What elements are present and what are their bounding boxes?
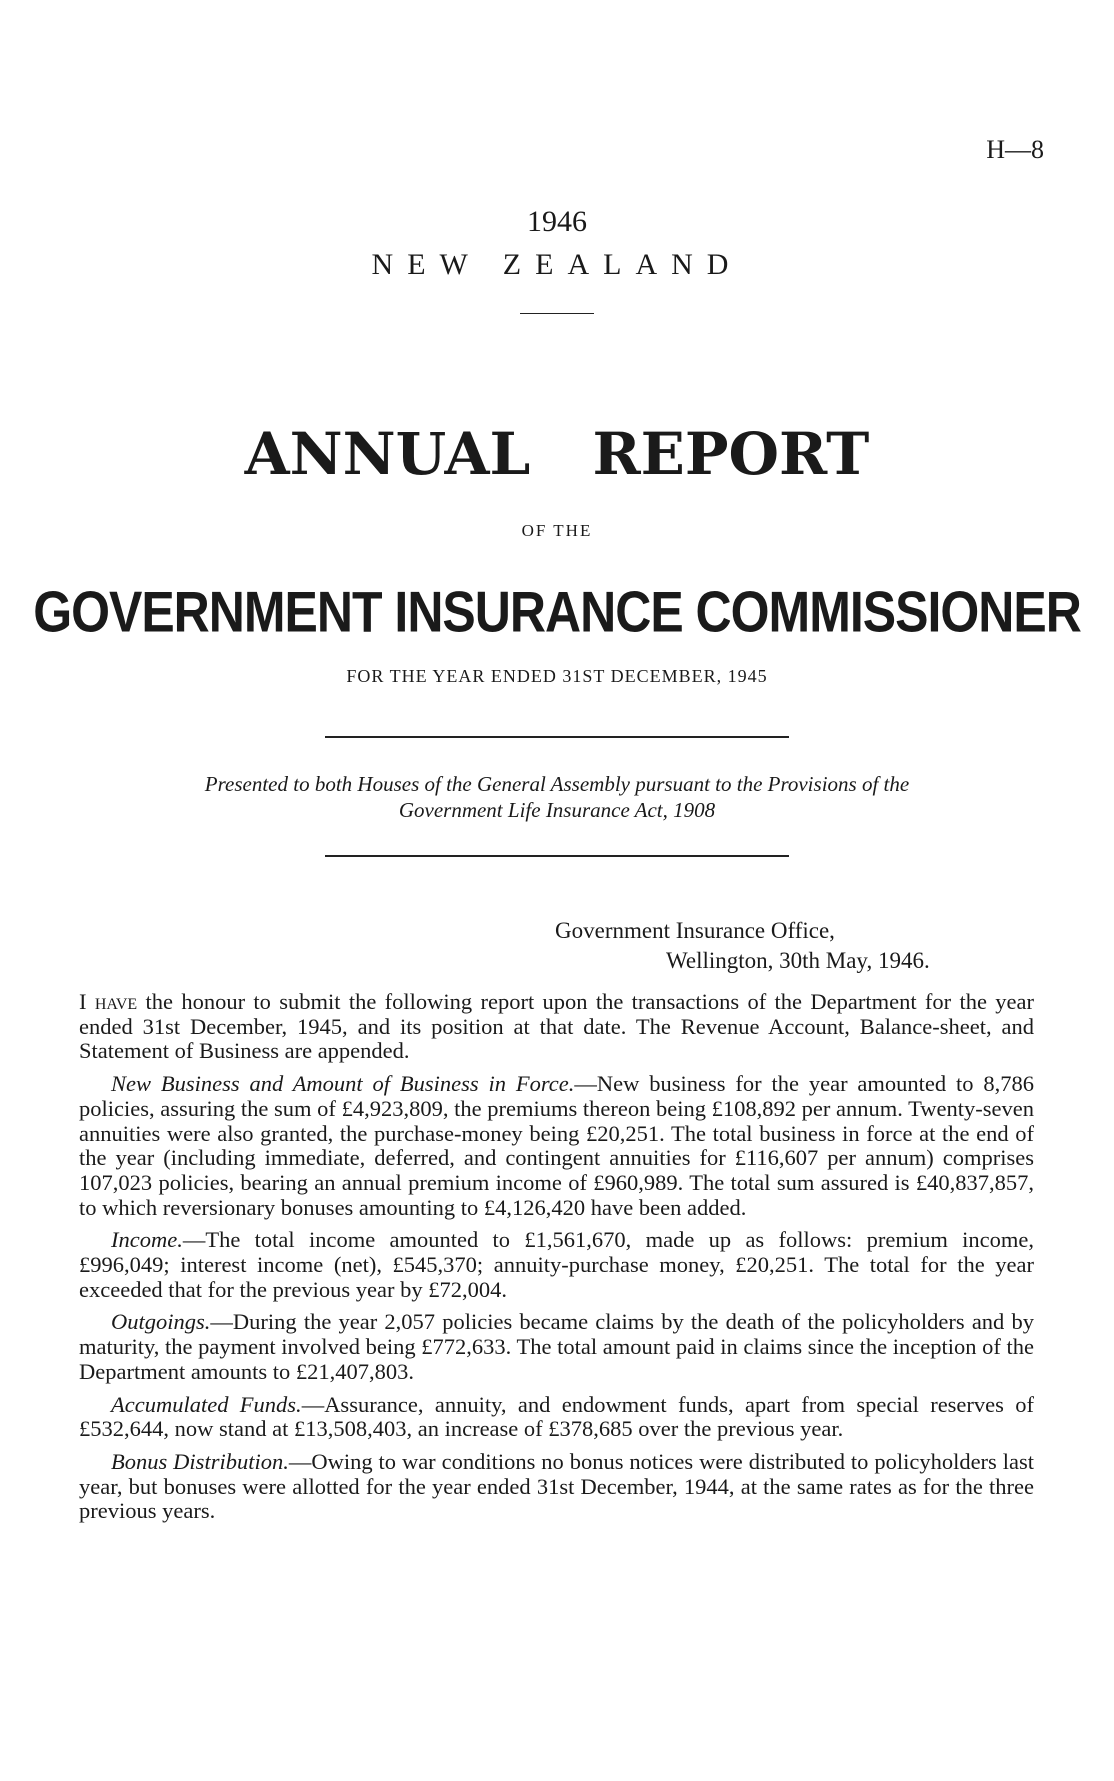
paragraph-heading: Bonus Distribution.	[111, 1448, 289, 1474]
paragraph-text: —Assurance, annuity, and endowment funds, apart from special reserves of £532,644, now stand at £13,508,403, an increase of £378,685 over the previous year.	[79, 1391, 1034, 1442]
income-paragraph	[79, 1228, 1034, 1302]
outgoings-paragraph	[79, 1310, 1034, 1384]
intro-paragraph	[79, 990, 1034, 1064]
place-and-date: Wellington, 30th May, 1946.	[666, 948, 930, 973]
divider	[520, 313, 594, 314]
paragraph-text: —New business for the year amounted to 8,786 policies, assuring the sum of £4,923,809, the premiums thereon being £108,892 per annum. Twenty-seven annuities were also granted, the purchase-money being £20,251. The total business in force at the end of the year (including immediate, deferred, and contingent annuities for £116,607 per annum) comprises 107,023 policies, bearing an annual premium income of £960,989. The total sum assured is £40,837,857, to which reversionary bonuses amounting to £4,126,420 have been added.	[79, 1071, 1035, 1220]
new-business-paragraph	[79, 1072, 1034, 1220]
paragraph-heading: Income.	[111, 1227, 183, 1253]
report-year: 1946	[527, 205, 587, 238]
divider	[325, 855, 789, 857]
paragraph-heading: New Business and Amount of Business in Force.	[111, 1071, 575, 1097]
report-title: ANNUAL REPORT	[244, 420, 870, 488]
paragraph-text: —The total income amounted to £1,561,670, made up as follows: premium income, £996,049; interest income (net), £545,370; annuity-purchase money, £20,251. The total for the year exceeded that for the previous year by £72,004.	[79, 1227, 1034, 1302]
paragraph-heading: Accumulated Funds.	[111, 1391, 302, 1417]
page-reference: H—8	[986, 135, 1044, 164]
bonus-distribution-paragraph	[79, 1450, 1034, 1524]
country-name: NEW ZEALAND	[371, 248, 743, 281]
office-address: Government Insurance Office,	[555, 918, 835, 943]
paragraph-text: —Owing to war conditions no bonus notices were distributed to policyholders last year, but bonuses were allotted for the year ended 31st December, 1944, at the same rates as for the three previous years.	[79, 1448, 1034, 1524]
commissioner-title: GOVERNMENT INSURANCE COMMISSIONER	[33, 579, 1081, 645]
divider	[325, 736, 789, 738]
report-body	[79, 990, 1034, 1532]
paragraph-text: —During the year 2,057 policies became claims by the death of the policyholders and by maturity, the payment involved being £772,633. The total amount paid in claims since the inception of the Department amounts to £21,407,803.	[79, 1309, 1034, 1384]
of-the-label: OF THE	[521, 521, 593, 540]
presentation-line-1: Presented to both Houses of the General Assembly pursuant to the Provisions of the	[204, 772, 910, 796]
presentation-note	[0, 771, 1114, 823]
intro-lead: I have	[79, 989, 138, 1014]
presentation-line-2: Government Life Insurance Act, 1908	[398, 798, 716, 822]
accumulated-funds-paragraph	[79, 1393, 1034, 1442]
period-subtitle: FOR THE YEAR ENDED 31ST DECEMBER, 1945	[346, 666, 768, 686]
intro-text: the honour to submit the following report upon the transactions of the Department for the year ended 31st December, 1945, and its position at that date. The Revenue Account, Balance-sheet, and Statement of Business are appended.	[79, 989, 1034, 1064]
paragraph-heading: Outgoings.	[111, 1309, 211, 1335]
